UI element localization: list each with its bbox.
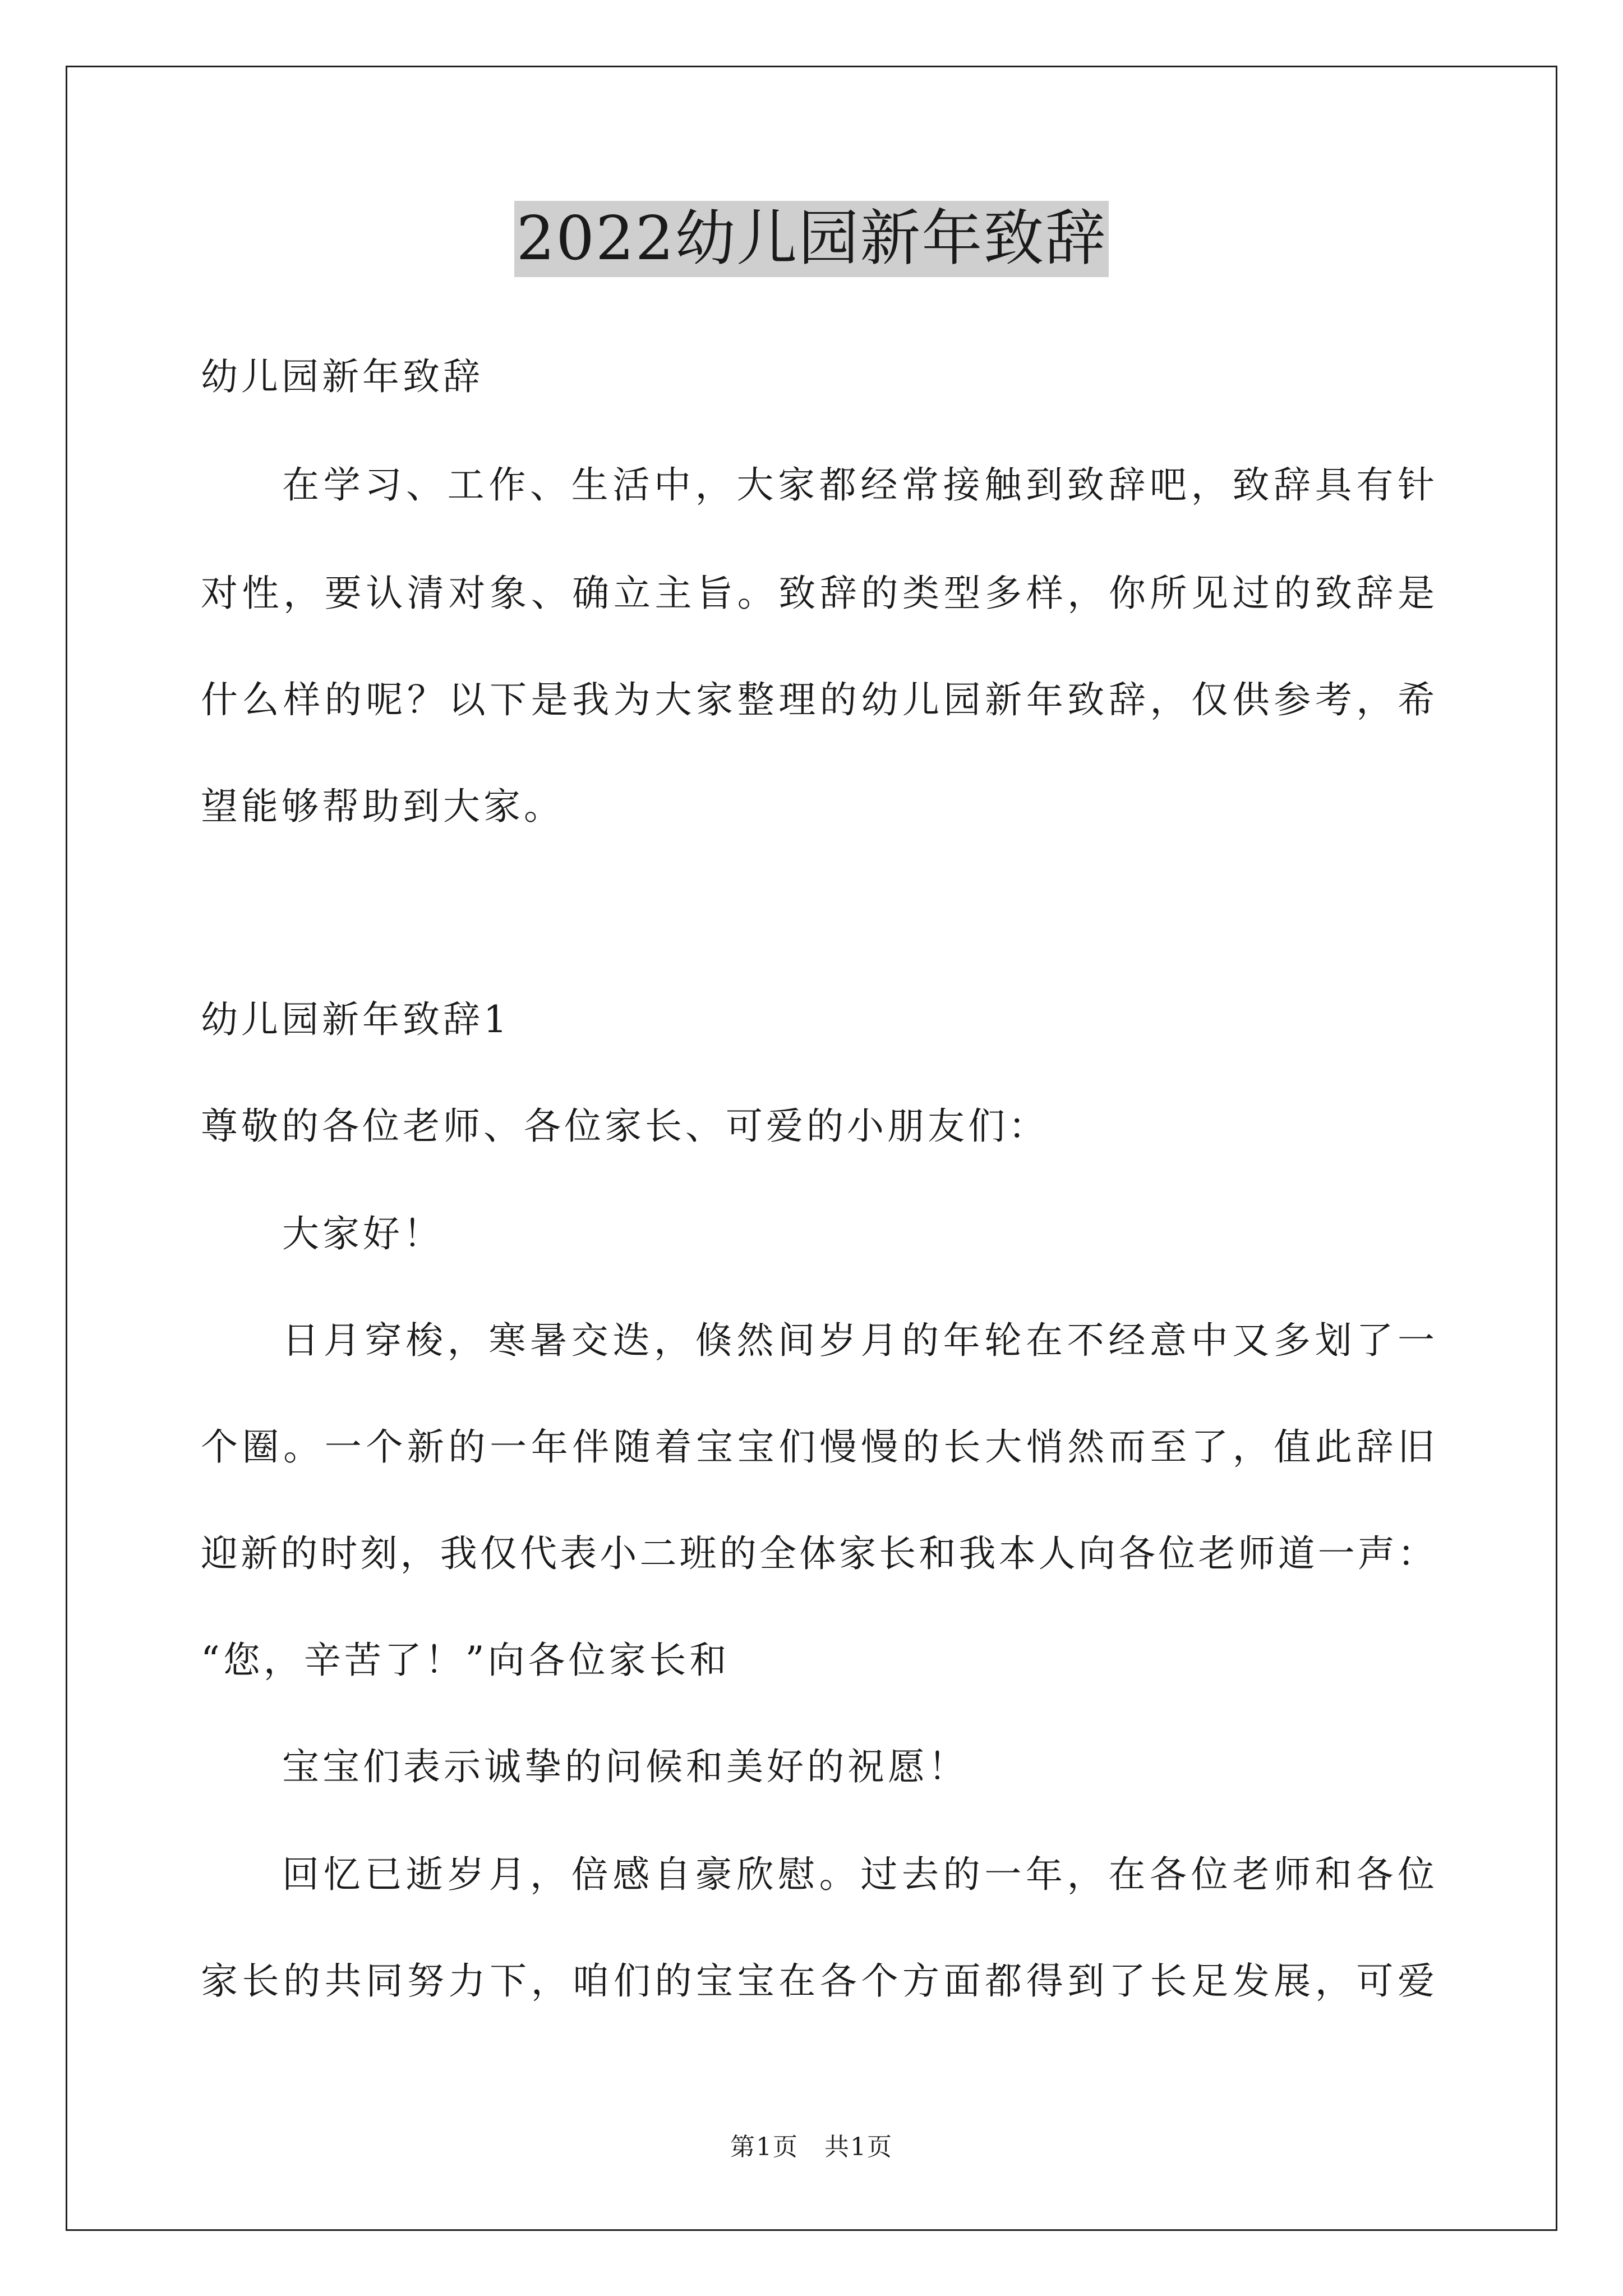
title-container — [0, 201, 1623, 277]
salutation: 尊敬的各位老师、各位家长、可爱的小朋友们： — [201, 1105, 1049, 1148]
section-heading: 幼儿园新年致辞1 — [201, 998, 510, 1041]
greeting: 大家好！ — [282, 1212, 444, 1255]
intro-line-1: 在学习、工作、生活中，大家都经常接触到致辞吧，致辞具有针 — [282, 463, 1435, 507]
page-footer: 第1页 共1页 — [730, 2133, 893, 2161]
document-title: 2022幼儿园新年致辞 — [514, 201, 1109, 277]
intro-line-3: 什么样的呢？以下是我为大家整理的幼儿园新年致辞，仅供参考，希 — [201, 678, 1435, 721]
para3-line-1: 回忆已逝岁月，倍感自豪欣慰。过去的一年，在各位老师和各位 — [282, 1853, 1435, 1896]
para1-line-2: 个圈。一个新的一年伴随着宝宝们慢慢的长大悄然而至了，值此辞旧 — [201, 1425, 1435, 1469]
intro-line-4: 望能够帮助到大家。 — [201, 785, 564, 828]
para1-line-4: “您，辛苦了！”向各位家长和 — [201, 1639, 730, 1682]
para3-line-2: 家长的共同努力下，咱们的宝宝在各个方面都得到了长足发展，可爱 — [201, 1959, 1435, 2003]
intro-line-2: 对性，要认清对象、确立主旨。致辞的类型多样，你所见过的致辞是 — [201, 572, 1435, 615]
para1-line-1: 日月穿梭，寒暑交迭，倏然间岁月的年轮在不经意中又多划了一 — [282, 1319, 1435, 1362]
para1-line-3: 迎新的时刻，我仅代表小二班的全体家长和我本人向各位老师道一声： — [201, 1532, 1435, 1575]
para2: 宝宝们表示诚挚的问候和美好的祝愿！ — [282, 1745, 969, 1788]
subtitle: 幼儿园新年致辞 — [201, 355, 483, 398]
